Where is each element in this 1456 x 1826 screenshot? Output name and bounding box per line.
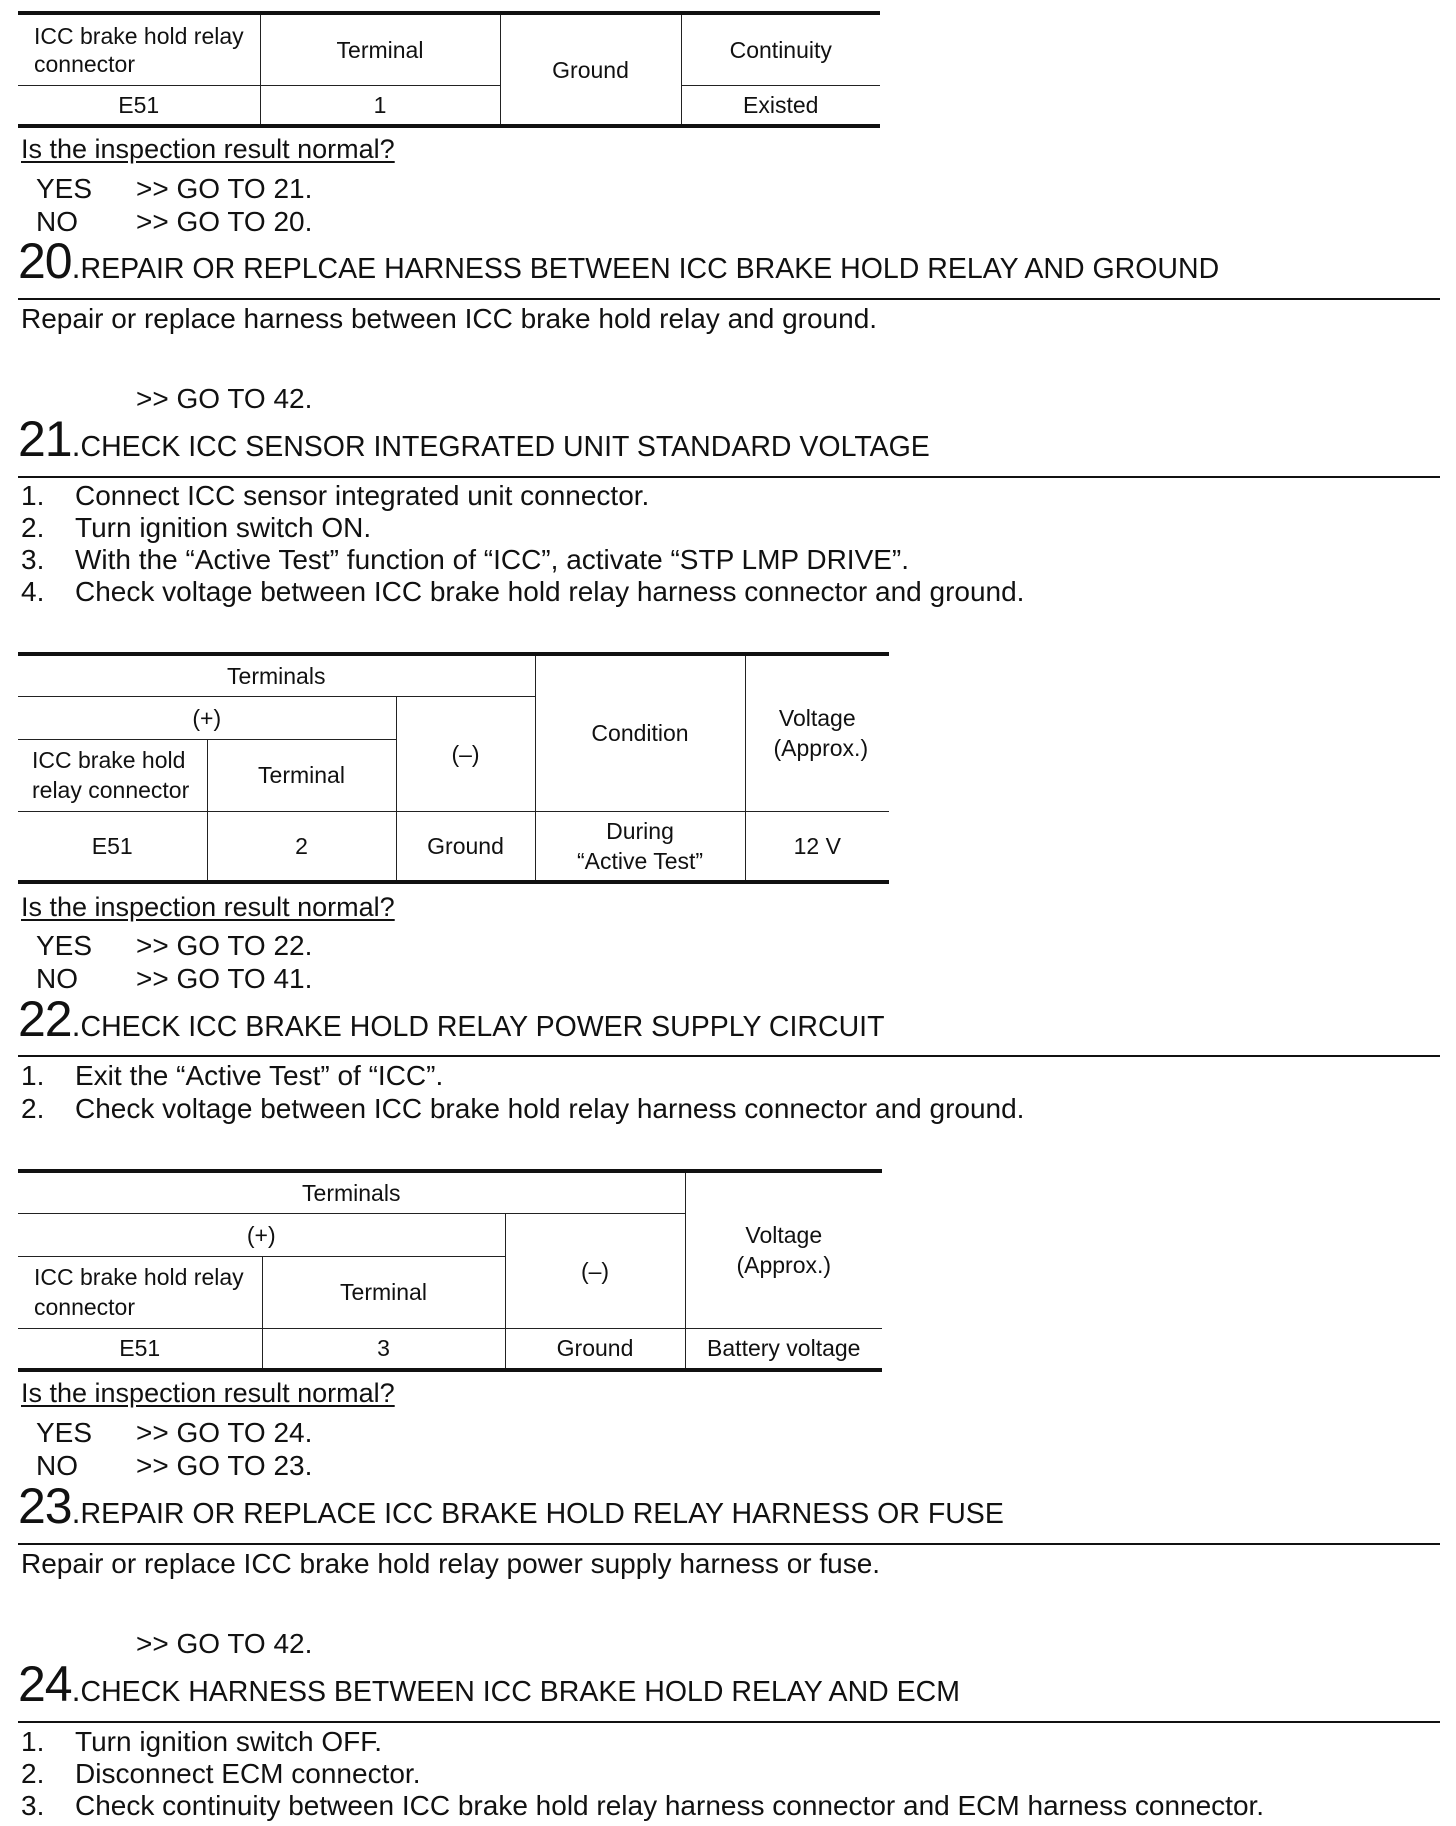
step-22-heading: 22.CHECK ICC BRAKE HOLD RELAY POWER SUPPLY CIRCUIT: [18, 991, 885, 1047]
section-divider: [18, 1721, 1440, 1723]
item-text: Connect ICC sensor integrated unit connector.: [75, 480, 650, 511]
header-minus: (–): [396, 696, 535, 811]
step-20-body: Repair or replace harness between ICC brake hold relay and ground.: [21, 303, 878, 334]
step-21-heading: 21.CHECK ICC SENSOR INTEGRATED UNIT STANDARD VOLTAGE: [18, 411, 930, 467]
yes-action: >> GO TO 21.: [136, 173, 313, 204]
header-minus: (–): [505, 1213, 685, 1328]
header-plus: (+): [18, 1213, 505, 1256]
step-number: 20: [18, 233, 72, 289]
header-continuity: Continuity: [681, 13, 880, 85]
list-item: [0, 512, 1456, 544]
item-text: With the “Active Test” function of “ICC”, activate “STP LMP DRIVE”.: [75, 544, 910, 575]
no-label: NO: [36, 206, 78, 237]
cell-terminal: 3: [262, 1328, 505, 1370]
no-label: NO: [36, 1450, 78, 1481]
step-title: CHECK ICC BRAKE HOLD RELAY POWER SUPPLY CIRCUIT: [80, 1011, 885, 1043]
yes-action: >> GO TO 22.: [136, 930, 313, 961]
list-item: [0, 576, 1456, 608]
item-number: 3.: [21, 544, 45, 575]
header-terminals: Terminals: [18, 654, 535, 696]
header-voltage: Voltage (Approx.): [685, 1171, 882, 1328]
active-test-voltage-table: [18, 652, 889, 884]
section-divider: [18, 298, 1440, 300]
item-number: 1.: [21, 1060, 45, 1091]
inspection-question: Is the inspection result normal?: [21, 134, 395, 164]
item-text: Check continuity between ICC brake hold relay harness connector and ECM harness connector.: [75, 1790, 1265, 1821]
cell-voltage: Battery voltage: [685, 1328, 882, 1370]
header-connector: ICC brake hold relay connector: [18, 1256, 262, 1328]
cell-voltage: 12 V: [745, 811, 889, 882]
yes-label: YES: [36, 173, 93, 204]
header-terminal: Terminal: [207, 739, 396, 811]
item-number: 4.: [21, 576, 45, 607]
step-number: 23: [18, 1478, 72, 1534]
header-plus: (+): [18, 696, 396, 739]
item-number: 1.: [21, 1726, 45, 1757]
cell-minus: Ground: [505, 1328, 685, 1370]
no-action: >> GO TO 41.: [136, 963, 313, 994]
no-action: >> GO TO 23.: [136, 1450, 313, 1481]
list-item: [0, 1726, 1456, 1758]
list-item: [0, 1093, 1456, 1125]
step-23-heading: 23.REPAIR OR REPLACE ICC BRAKE HOLD RELAY HARNESS OR FUSE: [18, 1478, 1004, 1534]
step-number: 24: [18, 1656, 72, 1712]
item-number: 2.: [21, 1093, 45, 1124]
section-divider: [18, 1055, 1440, 1057]
header-terminal: Terminal: [262, 1256, 505, 1328]
list-item: [0, 1758, 1456, 1790]
cell-connector: E51: [18, 1328, 262, 1370]
step-title: CHECK HARNESS BETWEEN ICC BRAKE HOLD RELAY AND ECM: [80, 1676, 960, 1708]
list-item: [0, 480, 1456, 512]
list-item: [0, 1060, 1456, 1092]
yes-action: >> GO TO 24.: [136, 1417, 313, 1448]
power-supply-voltage-table: [18, 1169, 882, 1372]
step-title: CHECK ICC SENSOR INTEGRATED UNIT STANDARD VOLTAGE: [80, 431, 930, 463]
yes-label: YES: [36, 930, 93, 961]
no-action: >> GO TO 20.: [136, 206, 313, 237]
list-item: [0, 1790, 1456, 1822]
item-number: 2.: [21, 512, 45, 543]
header-connector: ICC brake hold relay connector: [18, 13, 260, 85]
inspection-question: Is the inspection result normal?: [21, 1378, 395, 1408]
item-number: 2.: [21, 1758, 45, 1789]
item-text: Disconnect ECM connector.: [75, 1758, 421, 1789]
header-terminals: Terminals: [18, 1171, 685, 1213]
step-title: REPAIR OR REPLCAE HARNESS BETWEEN ICC BRAKE HOLD RELAY AND GROUND: [80, 253, 1220, 285]
cell-terminal: 2: [207, 811, 396, 882]
step-23-goto: >> GO TO 42.: [136, 1628, 313, 1659]
list-item: [0, 544, 1456, 576]
cell-condition: During “Active Test”: [535, 811, 745, 882]
item-text: Turn ignition switch OFF.: [75, 1726, 383, 1757]
no-label: NO: [36, 963, 78, 994]
cell-terminal: 1: [260, 85, 500, 126]
item-text: Check voltage between ICC brake hold relay harness connector and ground.: [75, 576, 1025, 607]
header-ground: Ground: [500, 13, 681, 126]
step-24-heading: 24.CHECK HARNESS BETWEEN ICC BRAKE HOLD RELAY AND ECM: [18, 1656, 960, 1712]
cell-connector: E51: [18, 811, 207, 882]
yes-label: YES: [36, 1417, 93, 1448]
section-divider: [18, 476, 1440, 478]
header-connector: ICC brake hold relay connector: [18, 739, 207, 811]
step-number: 21: [18, 411, 72, 467]
step-20-goto: >> GO TO 42.: [136, 383, 313, 414]
item-text: Check voltage between ICC brake hold relay harness connector and ground.: [75, 1093, 1025, 1124]
item-text: Turn ignition switch ON.: [75, 512, 372, 543]
step-title: REPAIR OR REPLACE ICC BRAKE HOLD RELAY HARNESS OR FUSE: [80, 1498, 1004, 1530]
answer-yes: [36, 1417, 313, 1449]
inspection-question: Is the inspection result normal?: [21, 892, 395, 922]
step-23-body: Repair or replace ICC brake hold relay power supply harness or fuse.: [21, 1548, 881, 1579]
step-20-heading: 20.REPAIR OR REPLCAE HARNESS BETWEEN ICC BRAKE HOLD RELAY AND GROUND: [18, 233, 1220, 289]
continuity-table: [18, 11, 880, 128]
header-terminal: Terminal: [260, 13, 500, 85]
header-condition: Condition: [535, 654, 745, 811]
cell-connector: E51: [18, 85, 260, 126]
item-number: 3.: [21, 1790, 45, 1821]
cell-minus: Ground: [396, 811, 535, 882]
section-divider: [18, 1543, 1440, 1545]
header-voltage: Voltage (Approx.): [745, 654, 889, 811]
item-text: Exit the “Active Test” of “ICC”.: [75, 1060, 444, 1091]
step-number: 22: [18, 991, 72, 1047]
cell-continuity: Existed: [681, 85, 880, 126]
item-number: 1.: [21, 480, 45, 511]
answer-yes: [36, 173, 313, 205]
answer-yes: [36, 930, 313, 962]
